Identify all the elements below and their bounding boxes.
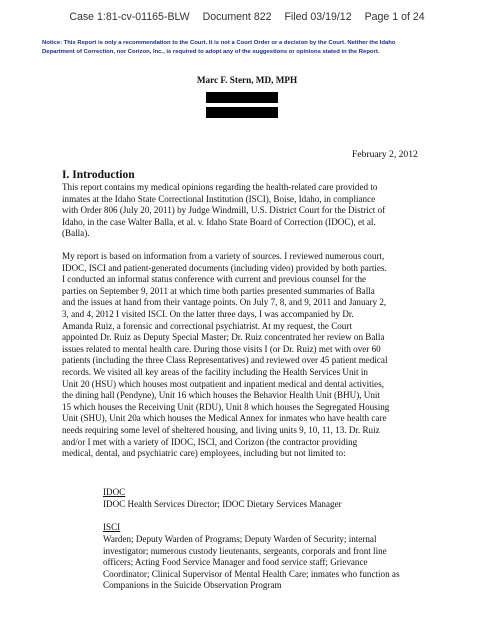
text-line: Unit 20 (HSU) which houses most outpatient and inpatient medical and dental activities, xyxy=(62,378,385,389)
notice-line: Notice: This Report is only a recommendation to the Court. It is not a Court Order or a decision by the Court. Neither the Idaho xyxy=(42,40,396,46)
text-line: My report is based on information from a variety of sources. I reviewed numerous court, xyxy=(62,251,385,261)
text-line: and the issues at hand from their vantage points. On July 7, 8, and 9, 2011 and January 2, xyxy=(62,297,387,308)
report-date: February 2, 2012 xyxy=(352,149,418,160)
text-line: investigator; numerous custody lieutenants, sergeants, corporals and front line xyxy=(103,545,387,556)
court-notice xyxy=(42,39,458,56)
filed-date: Filed 03/19/12 xyxy=(284,11,352,23)
text-line: issues related to mental health care. During those visits I (or Dr. Ruiz) met with over 60 xyxy=(62,343,381,354)
text-line: and/or I met with a variety of IDOC, ISCI, and Corizon (the contractor providing xyxy=(62,436,358,447)
text-line: appointed Dr. Ruiz as Deputy Special Master; Dr. Ruiz concentrated her review on Balla xyxy=(62,332,385,343)
text-line: (Balla). xyxy=(62,228,90,239)
text-line: 15 which houses the Receiving Unit (RDU), Unit 8 which houses the Segregated Housing xyxy=(62,401,390,412)
text-line: records. We visited all key areas of the facility including the Health Services Unit in xyxy=(62,366,368,377)
list-label-isci: ISCI xyxy=(103,522,121,532)
text-line: This report contains my medical opinions regarding the health-related care provided to xyxy=(62,182,378,192)
list-text-isci xyxy=(103,534,438,592)
notice-line: Department of Correction, nor Corizon, Inc., is required to adopt any of the suggestions or opinions stated in the Report. xyxy=(42,48,380,55)
document-number: Document 822 xyxy=(202,11,272,23)
text-line: with Order 806 (July 20, 2011) by Judge Windmill, U.S. District Court for the District of xyxy=(62,205,386,216)
text-line: Coordinator; Clinical Supervisor of Mental Health Care; inmates who function as xyxy=(103,568,400,579)
text-line: Warden; Deputy Warden of Programs; Deputy Warden of Security; internal xyxy=(103,534,377,544)
page-number: Page 1 of 24 xyxy=(364,11,425,23)
text-line: parties on September 9, 2011 at which time both parties presented summaries of Balla xyxy=(62,285,375,296)
text-line: inmates at the Idaho State Correctional Institution (ISCI), Boise, Idaho, in compliance xyxy=(62,193,376,204)
text-line: Companions in the Suicide Observation Program xyxy=(103,580,282,591)
text-line: the dining hall (Pendyne), Unit 16 which houses the Behavior Health Unit (BHU), Unit xyxy=(62,390,380,401)
case-number: Case 1:81-cv-01165-BLW xyxy=(69,11,190,23)
list-label-idoc: IDOC xyxy=(103,487,126,497)
list-text-idoc xyxy=(103,499,438,511)
text-line: officers; Acting Food Service Manager and food service staff; Grievance xyxy=(103,557,368,568)
text-line: IDOC Health Services Director; IDOC Dietary Services Manager xyxy=(103,499,342,509)
text-line: medical, dental, and psychiatric care) employees, including but not limited to: xyxy=(62,448,346,459)
redaction-bar xyxy=(206,92,278,103)
text-line: patients (including the three Class Representatives) and reviewed over 45 patient medical xyxy=(62,355,388,366)
section-heading: I. Introduction xyxy=(62,169,135,181)
text-line: Unit (SHU), Unit 20a which houses the Medical Annex for inmates who have health care xyxy=(62,413,387,424)
text-line: 3, and 4, 2012 I visited ISCI. On the latter three days, I was accompanied by Dr. xyxy=(62,308,354,319)
case-header xyxy=(0,11,494,23)
author-name: Marc F. Stern, MD, MPH xyxy=(196,75,298,85)
paragraph-sources xyxy=(62,251,438,460)
text-line: I conducted an informal status conference with current and previous counsel for the xyxy=(62,274,367,285)
text-line: needs requiring some level of sheltered housing, and living units 9, 10, 11, 13. Dr. Ruiz xyxy=(62,424,380,435)
paragraph-intro xyxy=(62,182,438,240)
text-line: Amanda Ruiz, a forensic and correctional psychiatrist. At my request, the Court xyxy=(62,320,352,331)
redaction-bar xyxy=(206,107,278,118)
text-line: IDOC, ISCI and patient-generated documents (including video) provided by both parties. xyxy=(62,262,387,273)
text-line: Idaho, in the case Walter Balla, et al. v. Idaho State Board of Correction (IDOC), et al. xyxy=(62,216,376,227)
